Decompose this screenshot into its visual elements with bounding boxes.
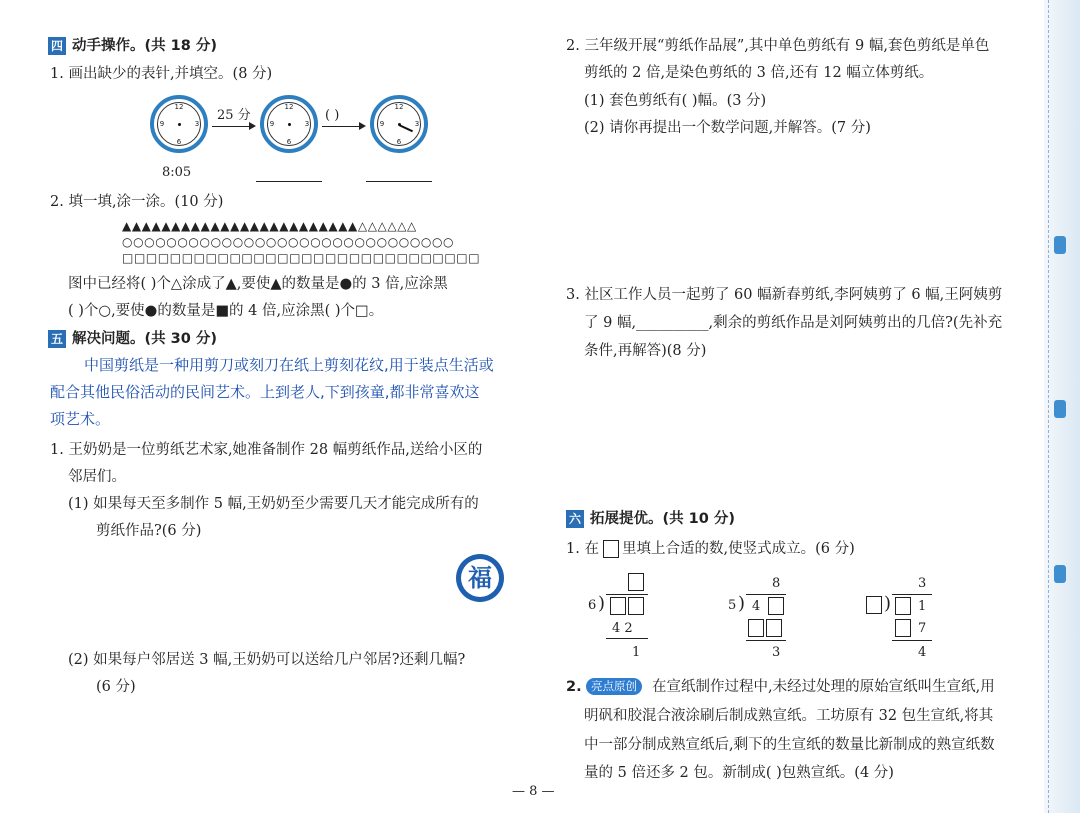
div1-product: 4 2 [612,621,633,636]
div2-dividend-digit: 4 [752,599,761,614]
section-5-title: 解决问题。(共 30 分) [72,331,218,347]
p5-2-sub1: (1) 套色剪纸有( )幅。(3 分) [584,93,767,109]
p6-2-line2: 明矾和胶混合液涂刷后制成熟宣纸。工坊原有 32 包生宣纸,将其 [584,708,994,724]
div2-overline [746,594,786,595]
p5-2-line1: 2. 三年级开展“剪纸作品展”,其中单色剪纸有 9 幅,套色剪纸是单色 [566,38,990,54]
clock-2[interactable]: 12 3 6 9 [260,95,318,153]
intro-line-3: 项艺术。 [50,410,111,428]
div1-rule [606,638,648,639]
div2-quotient: 8 [772,576,781,591]
div1-divisor: 6 [588,598,597,613]
seal-char: 福 [468,563,492,592]
original-badge: 亮点原创 [586,678,642,695]
div1-remainder: 1 [632,645,641,660]
div3-divisor-box[interactable] [866,596,882,614]
section-6-icon: 六 [566,510,584,528]
p6-2-line1: 在宣纸制作过程中,未经过处理的原始宣纸叫生宣纸,用 [652,679,995,695]
p5-3-line1: 3. 社区工作人员一起剪了 60 幅新春剪纸,李阿姨剪了 6 幅,王阿姨剪 [566,287,1003,303]
p5-3-line2: 了 9 幅,__________,剩余的剪纸作品是刘阿姨剪出的几倍?(先补充 [584,315,1003,331]
div2-remainder: 3 [772,645,781,660]
circle-row[interactable]: ○○○○○○○○○○○○○○○○○○○○○○○○○○○○○○ [122,235,455,249]
div1-bracket: ) [598,593,606,614]
fu-seal-icon [456,554,504,602]
div3-remainder: 4 [918,645,927,660]
edge-tab-2 [1054,400,1066,418]
q4-2-line2: ( )个○,要使●的数量是■的 4 倍,应涂黑( )个□。 [68,303,384,319]
div2-rule [746,640,786,641]
intro-line-1: 中国剪纸是一种用剪刀或刻刀在纸上剪刻花纹,用于装点生活或 [84,356,494,374]
div2-bracket: ) [738,593,746,614]
p6-1-inline-box [603,540,619,558]
p5-2-sub2: (2) 请你再提出一个数学问题,并解答。(7 分) [584,120,871,136]
q4-2-text: 2. 填一填,涂一涂。(10 分) [50,194,224,210]
edge-tab-1 [1054,236,1066,254]
page-number: — 8 — [512,784,555,799]
section-4-title: 动手操作。(共 18 分) [72,38,218,54]
arrow-2 [322,126,364,127]
div3-rule [892,640,932,641]
p5-1-line1: 1. 王奶奶是一位剪纸艺术家,她准备制作 28 幅剪纸作品,送给小区的 [50,442,483,458]
p6-1-text-pre: 1. 在 [566,541,599,557]
q4-1-text: 1. 画出缺少的表针,并填空。(8 分) [50,66,273,82]
arrow-1 [212,126,254,127]
clock-1-time: 8:05 [162,165,192,180]
clock-3-answer-line[interactable] [366,181,432,182]
clock-3: 12 3 6 9 [370,95,428,153]
div3-product-digit: 7 [918,621,927,636]
div3-overline [892,594,932,595]
div3-dividend-digit: 1 [918,599,927,614]
section-5-icon: 五 [48,330,66,348]
div3-dividend-box[interactable] [895,597,911,615]
arrow-1-label: 25 分 [217,108,251,123]
section-6-title: 拓展提优。(共 10 分) [590,511,736,527]
triangle-row: ▲▲▲▲▲▲▲▲▲▲▲▲▲▲▲▲▲▲▲▲▲▲▲▲△△△△△△ [122,219,417,233]
clock-2-answer-line[interactable] [256,181,322,182]
div1-overline [606,594,648,595]
section-4-icon: 四 [48,37,66,55]
div2-divisor: 5 [728,598,737,613]
p5-1-sub2-line1: (2) 如果每户邻居送 3 幅,王奶奶可以送给几户邻居?还剩几幅? [68,652,466,668]
p6-1-text-post: 里填上合适的数,使竖式成立。(6 分) [622,541,855,557]
div2-product-box-1[interactable] [748,619,764,637]
square-row[interactable]: □□□□□□□□□□□□□□□□□□□□□□□□□□□□□□ [122,251,481,265]
div2-product-box-2[interactable] [766,619,782,637]
clock-1: 12 3 6 9 [150,95,208,153]
arrow-2-label: ( ) [325,108,340,123]
p6-2-num: 2. [566,679,582,695]
p5-3-line3: 条件,再解答)(8 分) [584,343,707,359]
div1-dividend-box-2[interactable] [628,597,644,615]
div2-dividend-box[interactable] [768,597,784,615]
p5-1-sub2-line2: (6 分) [96,679,136,695]
p5-1-sub1-line2: 剪纸作品?(6 分) [96,523,202,539]
p5-1-sub1-line1: (1) 如果每天至多制作 5 幅,王奶奶至少需要几天才能完成所有的 [68,496,479,512]
intro-line-2: 配合其他民俗活动的民间艺术。上到老人,下到孩童,都非常喜欢这 [50,383,480,401]
p5-1-line2: 邻居们。 [68,469,126,485]
div1-quotient-box[interactable] [628,573,644,591]
div1-dividend-box-1[interactable] [610,597,626,615]
div3-product-box[interactable] [895,619,911,637]
p5-2-line2: 剪纸的 2 倍,是染色剪纸的 3 倍,还有 12 幅立体剪纸。 [584,65,934,81]
p6-2-line3: 中一部分制成熟宣纸后,剩下的生宣纸的数量比新制成的熟宣纸数 [584,737,995,753]
edge-tab-3 [1054,565,1066,583]
div3-quotient: 3 [918,576,927,591]
q4-2-line1: 图中已经将( )个△涂成了▲,要使▲的数量是●的 3 倍,应涂黑 [68,276,448,292]
p6-2-line4: 量的 5 倍还多 2 包。新制成( )包熟宣纸。(4 分) [584,765,894,781]
div3-bracket: ) [884,593,892,614]
